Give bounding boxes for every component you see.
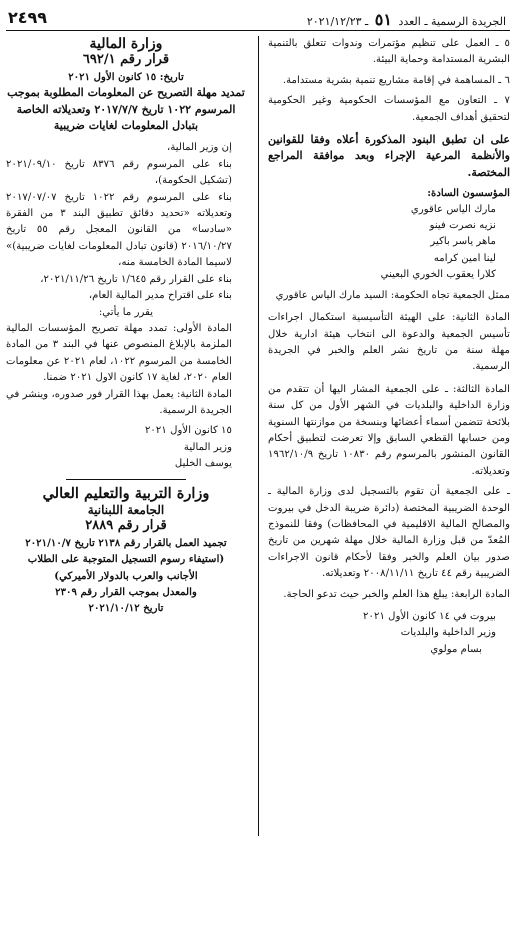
decision-title-2-line: تجميد العمل بالقرار رقم ٢١٣٨ تاريخ ٢٠٢١/١٠/٧ [25,536,227,549]
article-4: المادة الرابعة: يبلغ هذا العلم والخبر حيث تدعو الحاجة. [283,588,510,600]
body-line: إن وزير المالية، [167,142,232,154]
article-3: المادة الثالثة: ـ على الجمعية المشار اليها أن تتقدم من وزارة الداخلية والبلديات في الشهر الأول من كل سنة بلائحة تتضمن أسماء أعضائها وبنسخة من موازنتها السنوية ومن حسابها القطعي السابق وإلا تعرضت لتطبيق أحكام القانون المنشور بالمرسوم رقم ١٠٨٣٠ تاريخ ١٩٦٢/١٠/٩ وتعديلاته. [268,383,511,477]
decision-title-1: تمديد مهلة التصريح عن المعلومات المطلوبة بموجب المرسوم ١٠٢٢ تاريخ ٢٠١٧/٧/٧ وتعديلاته الخاصة بتبادل المعلومات لغايات ضريبية [7,86,245,133]
column-divider [258,36,259,836]
body-line: بناء على اقتراح مدير المالية العام، [88,290,232,302]
article-3-tax: ـ على الجمعية أن تقوم بالتسجيل لدى وزارة المالية ـ الوحدة الضريبية المختصة (دائرة ضريبة الدخل في بيروت والمصالح المالية الاقليمية في المحافظات) وفقا للنموذج المُعدّ من قبل وزارة المالية خلال مهلة شهرين من تاريخ صدور بيان العلم والخبر وفقا لأحكام قانون الاجراءات الضريبية رقم ٤٤ تاريخ ٢٠٠٨/١١/١١ وتعديلاته. [268,486,510,580]
decision-number-1: قرار رقم ٦٩٢/١ [82,52,170,68]
representative: ممثل الجمعية تجاه الحكومة: السيد مارك الياس عاقوري [275,289,510,301]
signature-date: بيروت في ١٤ كانون الأول ٢٠٢١ [363,611,496,622]
founder-2: نزيه نصرت فينو [429,220,496,232]
founder-4: لينا امين كرامه [433,252,496,264]
ministry-education-title: وزارة التربية والتعليم العالي [42,484,210,502]
ministry-finance-title: وزارة المالية [89,36,163,52]
signature-name-1: يوسف الخليل [174,458,232,470]
founders-label: المؤسسون السادة: [427,187,510,200]
issue-number: ٥١ [374,10,392,29]
decision-title-2-line: (استيفاء رسوم التسجيل المتوجبة على الطلاب [27,553,225,566]
section-rule [66,479,186,480]
body-line: بناء على المرسوم رقم ٨٣٧٦ تاريخ ٢٠٢١/٠٩/١٠ (تشكيل الحكومة)، [6,158,232,187]
article-1: المادة الأولى: تمدد مهلة تصريح المؤسسات المالية الملزمة بالإبلاغ المنصوص عنها في البند ٣ من المادة الخامسة من المرسوم ١٠٢٢، لعام ٢٠٢١ عن معلومات العام ٢٠٢٠، لغاية ١٧ كانون الاول ٢٠٢١ ضمنا. [6,322,232,384]
conditions-paragraph: على ان تطبق البنود المذكورة أعلاه وفقا للقوانين والأنظمة المرعية الإجراء وبعد موافقة المراجع المختصة. [268,133,510,179]
founder-1: مارك الياس عاقوري [410,203,496,215]
university-name: الجامعة اللبنانية [87,502,165,517]
signature-title-1: وزير المالية [183,441,232,453]
right-column [268,36,510,658]
founder-3: ماهر ياسر باكير [430,236,496,248]
page-header [6,8,510,31]
body-line: بناء على المرسوم رقم ١٠٢٢ تاريخ ٢٠١٧/٠٧/٠٧ وتعديلاته «تحديد دقائق تطبيق البند ٣ من الفقرة «سادسا» من القانون المعجل رقم ٥٥ تاريخ ٢٠١٦/١٠/٢٧ (قانون تبادل المعلومات لغايات ضريبية)» لاسيما المادة الخامسة منه، [6,191,232,269]
signature-title: وزير الداخلية والبلديات [400,627,496,639]
item-7: ٧ ـ التعاون مع المؤسسات الحكومية وغير الحكومية لتحقيق أهداف الجمعية. [268,95,510,123]
gazette-name: الجريدة الرسمية ـ العدد [398,15,506,28]
decides-line: يقرر ما يأتي: [98,306,154,318]
page-number: ٢٤٩٩ [8,8,48,27]
decision-title-2-line: والمعدل بموجب القرار رقم ٢٣٠٩ [55,586,197,598]
gazette-info: الجريدة الرسمية ـ العدد ٥١ ـ ٢٠٢١/١٢/٢٣ [306,10,506,29]
article-2: المادة الثانية: على الهيئة التأسيسية استكمال اجراءات تأسيس الجمعية والدعوة الى انتخاب هيئة ادارية خلال مهلة سنة من تاريخ نشر العلم والخبر في الجريدة الرسمية. [268,312,510,373]
item-6: ٦ ـ المساهمة في إقامة مشاريع تنمية بشرية مستدامة. [282,74,510,86]
body-line: بناء على القرار رقم ١/٦٤٥ تاريخ ٢٠٢١/١١/٢٦، [40,273,232,285]
decision-title-2-line: الأجانب والعرب بالدولار الأميركي) [54,569,198,582]
decision-date-1: تاريخ: ١٥ كانون الأول ٢٠٢١ [68,70,184,83]
signature-name: بسام مولوي [430,643,482,655]
signature-date-1: ١٥ كانون الأول ٢٠٢١ [144,425,232,437]
founder-5: كلارا يعقوب الخوري البعيني [380,269,496,281]
article-2-finance: المادة الثانية: يعمل بهذا القرار فور صدوره، وينشر في الجريدة الرسمية. [6,388,232,416]
decision-number-2: قرار رقم ٢٨٨٩ [85,518,167,534]
left-column [6,36,246,617]
issue-date: ٢٠٢١/١٢/٢٣ [306,15,362,28]
item-5: ٥ ـ العمل على تنظيم مؤتمرات وندوات تتعلق بالتنمية البشرية المستدامة وحماية البيئة. [268,38,510,66]
decision-title-2-line: تاريخ ٢٠٢١/١٠/١٢ [88,602,164,615]
